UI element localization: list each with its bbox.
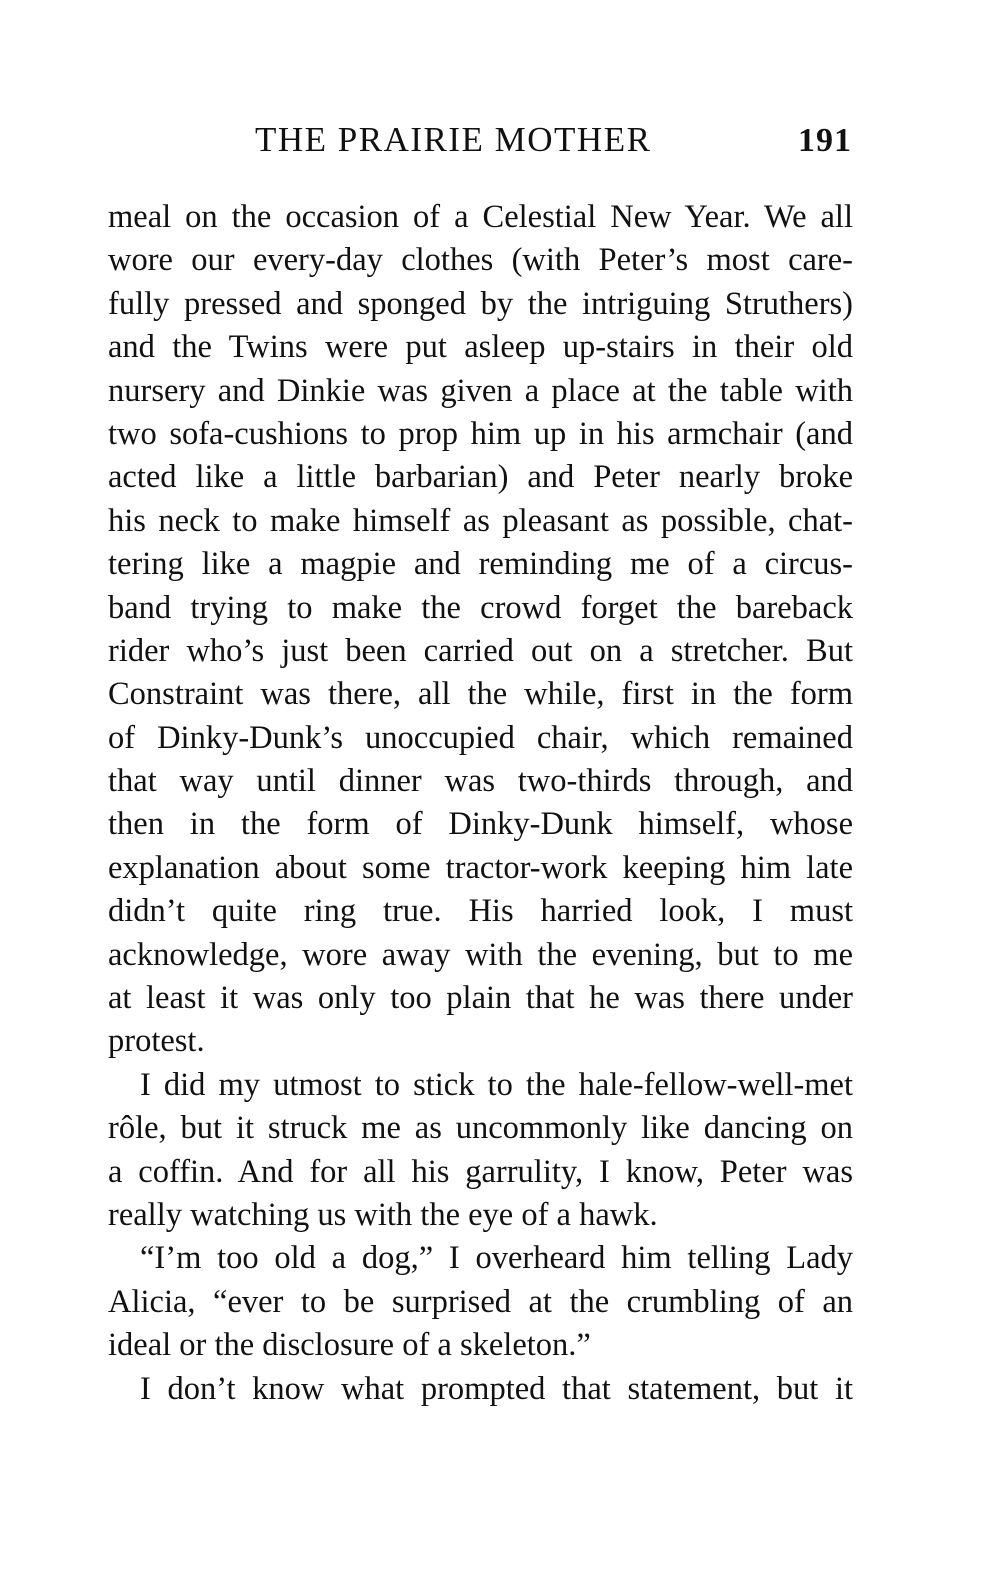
paragraph-2 [108, 1064, 853, 1238]
text-line: his neck to make himself as pleasant as possible, chat- [108, 502, 853, 539]
text-line: really watching us with the eye of a hawk. [108, 1196, 658, 1233]
text-line: “I’m too old a dog,” I overheard him telling Lady [140, 1240, 853, 1277]
text-line: that way until dinner was two-thirds through, and [108, 763, 853, 800]
paragraph-4 [108, 1368, 853, 1411]
text-line: didn’t quite ring true. His harried look, I must [108, 893, 853, 930]
text-line: I did my utmost to stick to the hale-fellow-well-met [140, 1066, 853, 1103]
text-line: two sofa-cushions to prop him up in his armchair (and [108, 415, 853, 452]
text-line: wore our every-day clothes (with Peter’s most care- [108, 242, 853, 279]
body-text [108, 196, 853, 1411]
text-line: at least it was only too plain that he was there under [108, 980, 853, 1017]
paragraph-3 [108, 1237, 853, 1367]
text-line: acknowledge, wore away with the evening, but to me [108, 936, 853, 973]
text-line: a coffin. And for all his garrulity, I know, Peter was [108, 1153, 853, 1190]
text-line: of Dinky-Dunk’s unoccupied chair, which remained [108, 719, 853, 756]
text-line: rider who’s just been carried out on a stretcher. But [108, 632, 853, 669]
text-line: Constraint was there, all the while, first in the form [108, 676, 853, 713]
text-line: and the Twins were put asleep up-stairs in their old [108, 329, 853, 366]
running-head [255, 120, 852, 170]
running-title: THE PRAIRIE MOTHER [255, 120, 652, 159]
text-line: ideal or the disclosure of a skeleton.” [108, 1327, 591, 1364]
page-number: 191 [798, 122, 852, 159]
paragraph-1 [108, 196, 853, 1064]
text-line: acted like a little barbarian) and Peter nearly broke [108, 459, 853, 496]
text-line: fully pressed and sponged by the intriguing Struthers) [108, 285, 853, 322]
text-line: Alicia, “ever to be surprised at the crumbling of an [108, 1283, 853, 1320]
text-line: explanation about some tractor-work keeping him late [108, 849, 853, 886]
text-line: rôle, but it struck me as uncommonly like dancing on [108, 1110, 853, 1147]
text-line: meal on the occasion of a Celestial New Year. We all [108, 199, 853, 235]
text-line: band trying to make the crowd forget the bareback [108, 589, 853, 626]
text-line: protest. [108, 1023, 205, 1060]
text-line: tering like a magpie and reminding me of a circus- [108, 546, 853, 583]
text-line: nursery and Dinkie was given a place at the table with [108, 372, 853, 409]
text-line: I don’t know what prompted that statement, but it [140, 1370, 853, 1407]
text-line: then in the form of Dinky-Dunk himself, whose [108, 806, 853, 843]
